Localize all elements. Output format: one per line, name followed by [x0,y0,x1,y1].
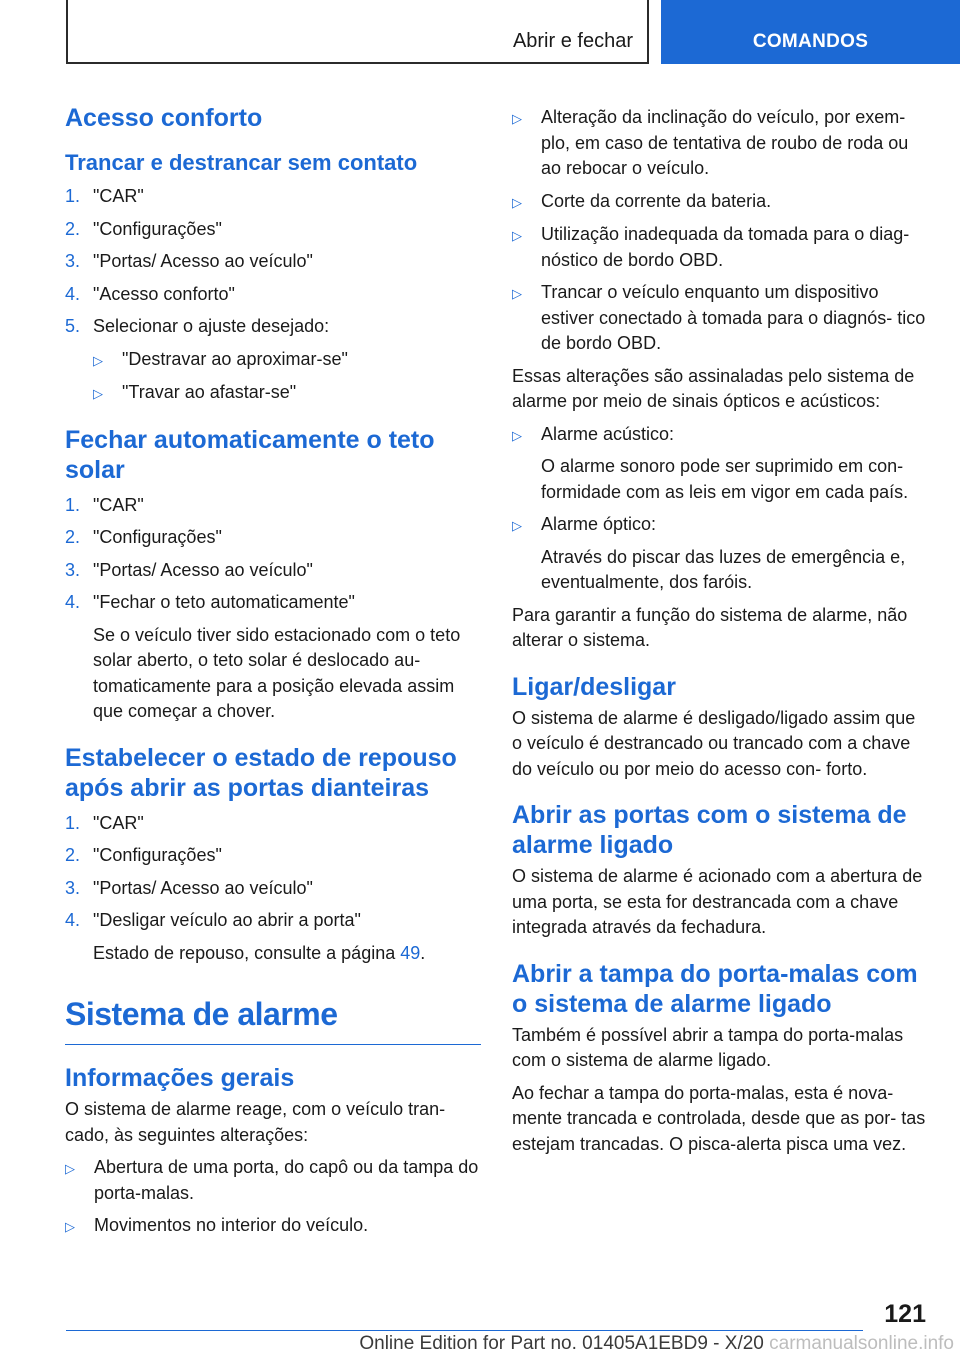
list-item [65,249,481,275]
heading-tampa-porta-malas: Abrir a tampa do porta-malas com o sistema de alarme ligado [512,959,918,1018]
heading-abrir-portas: Abrir as portas com o sistema de alarme ligado [512,801,907,859]
step-number: 1. [65,186,81,206]
step-text: "Fechar o teto automaticamente" [93,592,355,612]
right-column [512,105,930,1164]
trancar-sub-options [93,347,481,407]
step-text: "Desligar veículo ao abrir a porta" [93,910,361,930]
bullet-text: Alteração da inclinação do veículo, por exem- plo, em caso de tentativa de roubo de roda ou ao rebocar o veículo. [541,107,909,178]
paragraph-abrir-portas: O sistema de alarme é acionado com a abertura de uma porta, se esta for destrancada com a chave integrada através da fechadura. [512,866,923,937]
list-item [65,217,481,243]
step-text: "Configurações" [93,527,222,547]
triangle-bullet-icon: ▷ [65,1161,75,1176]
left-column [65,96,481,1247]
bullet-text: Abertura de uma porta, do capô ou da tampa do porta-malas. [94,1157,479,1203]
repouso-steps [65,811,481,967]
heading-sistema-alarme: Sistema de alarme [65,996,338,1032]
alarm-types [512,422,930,596]
step-number: 4. [65,283,81,304]
list-item [512,280,930,357]
step-note [93,941,481,967]
list-item [65,525,481,551]
list-item [65,558,481,584]
heading-repouso: Estabelecer o estado de repouso após abrir as portas dianteiras [65,743,457,802]
list-item [512,105,930,182]
list-item [65,314,481,407]
paragraph-tampa-2: Ao fechar a tampa do porta-malas, esta é nova- mente trancada e controlada, desde que as por- tas estejam trancadas. O pisca-alerta pisca uma vez. [512,1082,926,1154]
alarm-type-label: Alarme óptico: [541,514,657,534]
step-text: "CAR" [93,812,144,833]
list-item [65,184,481,210]
list-item [65,843,481,869]
header-section [66,0,649,64]
list-item [93,347,481,374]
list-item [512,512,930,596]
step-number: 3. [65,877,81,898]
header-tab-label: COMANDOS [752,31,869,52]
triangle-bullet-icon: ▷ [93,386,103,401]
step-number: 2. [65,527,81,547]
section-divider [65,1044,481,1045]
step-note: Se o veículo tiver sido estacionado com o teto solar aberto, o teto solar é deslocado au- tomaticamente para a posição elevada assim que começar a chover. [93,624,461,721]
triangle-bullet-icon: ▷ [512,111,522,126]
paragraph-tampa-1: Também é possível abrir a tampa do porta-malas com o sistema de alarme ligado. [512,1024,904,1070]
alarm-type-description: O alarme sonoro pode ser suprimido em con- formidade com as leis em vigor em cada país. [541,456,909,502]
paragraph-info: O sistema de alarme reage, com o veículo tran- cado, às seguintes alterações: [65,1099,446,1145]
step-number: 2. [65,218,81,239]
step-text: "Portas/ Acesso ao veículo" [93,559,313,580]
list-item [65,590,481,725]
page-number: 121 [884,1300,926,1328]
bullet-text: Corte da corrente da bateria. [541,190,772,211]
paragraph-assinaladas: Essas alterações são assinaladas pelo sistema de alarme por meio de sinais ópticos e acústicos: [512,365,915,411]
footer-divider [66,1330,863,1331]
step-text: "Acesso conforto" [93,283,235,304]
triangle-bullet-icon: ▷ [512,228,522,243]
footer-line [0,1333,960,1362]
fechar-steps [65,493,481,725]
step-number: 3. [65,559,81,580]
alarm-type-description: Através do piscar das luzes de emergência e, eventualmente, dos faróis. [541,546,906,592]
step-number: 2. [65,845,81,865]
step-number: 4. [65,910,81,930]
heading-trancar: Trancar e destrancar sem contato [65,150,418,175]
paragraph-garantir: Para garantir a função do sistema de alarme, não alterar o sistema. [512,604,908,650]
paragraph-ligar: O sistema de alarme é desligado/ligado assim que o veículo é destrancado ou trancado com a chave do veículo ou por meio do acesso con- forto. [512,707,916,779]
note-end: . [420,942,426,963]
step-text: "CAR" [93,494,144,515]
step-number: 1. [65,494,81,515]
list-item [93,380,481,407]
info-bullets [65,1155,481,1240]
step-text: Selecionar o ajuste desejado: [93,316,330,336]
list-item [65,876,481,902]
heading-ligar-desligar: Ligar/desligar [512,672,676,701]
triangle-bullet-icon: ▷ [512,518,522,533]
bullet-text: Utilização inadequada da tomada para o diag- nóstico de bordo OBD. [541,224,910,270]
heading-acesso-conforto: Acesso conforto [65,104,263,132]
trancar-steps [65,184,481,407]
alteracoes-bullets [512,105,930,357]
footer-edition: Online Edition for Part no. 01405A1EBD9 - X/20 [359,1333,764,1354]
header-section-title: Abrir e fechar [512,30,633,52]
note-text: Estado de repouso, consulte a página [93,942,401,963]
bullet-text: Movimentos no interior do veículo. [94,1215,369,1235]
alarm-type-label: Alarme acústico: [541,423,675,444]
list-item [65,493,481,519]
triangle-bullet-icon: ▷ [512,194,522,210]
option-text: "Destravar ao aproximar-se" [122,348,348,369]
page-reference-link[interactable]: 49 [400,942,421,963]
list-item [65,1213,481,1240]
list-item [512,222,930,273]
step-text: "Configurações" [93,845,222,865]
triangle-bullet-icon: ▷ [65,1219,75,1234]
step-number: 3. [65,251,81,271]
list-item [65,1155,481,1206]
step-text: "Portas/ Acesso ao veículo" [93,877,313,898]
step-text: "Configurações" [93,218,222,239]
step-number: 5. [65,316,81,336]
bullet-text: Trancar o veículo enquanto um dispositivo estiver conectado à tomada para o diagnós- tico de bordo OBD. [541,282,926,353]
list-item [512,189,930,216]
triangle-bullet-icon: ▷ [93,352,103,368]
triangle-bullet-icon: ▷ [512,286,522,301]
triangle-bullet-icon: ▷ [512,427,522,443]
heading-informacoes-gerais: Informações gerais [65,1064,295,1092]
footer-watermark: carmanualsonline.info [769,1333,954,1354]
list-item [65,811,481,837]
header-tab[interactable] [661,0,960,64]
list-item [65,908,481,966]
step-text: "Portas/ Acesso ao veículo" [93,251,313,271]
list-item [65,282,481,308]
heading-fechar-teto: Fechar automaticamente o teto solar [65,425,435,484]
step-number: 4. [65,592,81,612]
step-text: "CAR" [93,186,144,206]
list-item [512,422,930,506]
step-number: 1. [65,812,81,833]
option-text: "Travar ao afastar-se" [122,382,297,402]
